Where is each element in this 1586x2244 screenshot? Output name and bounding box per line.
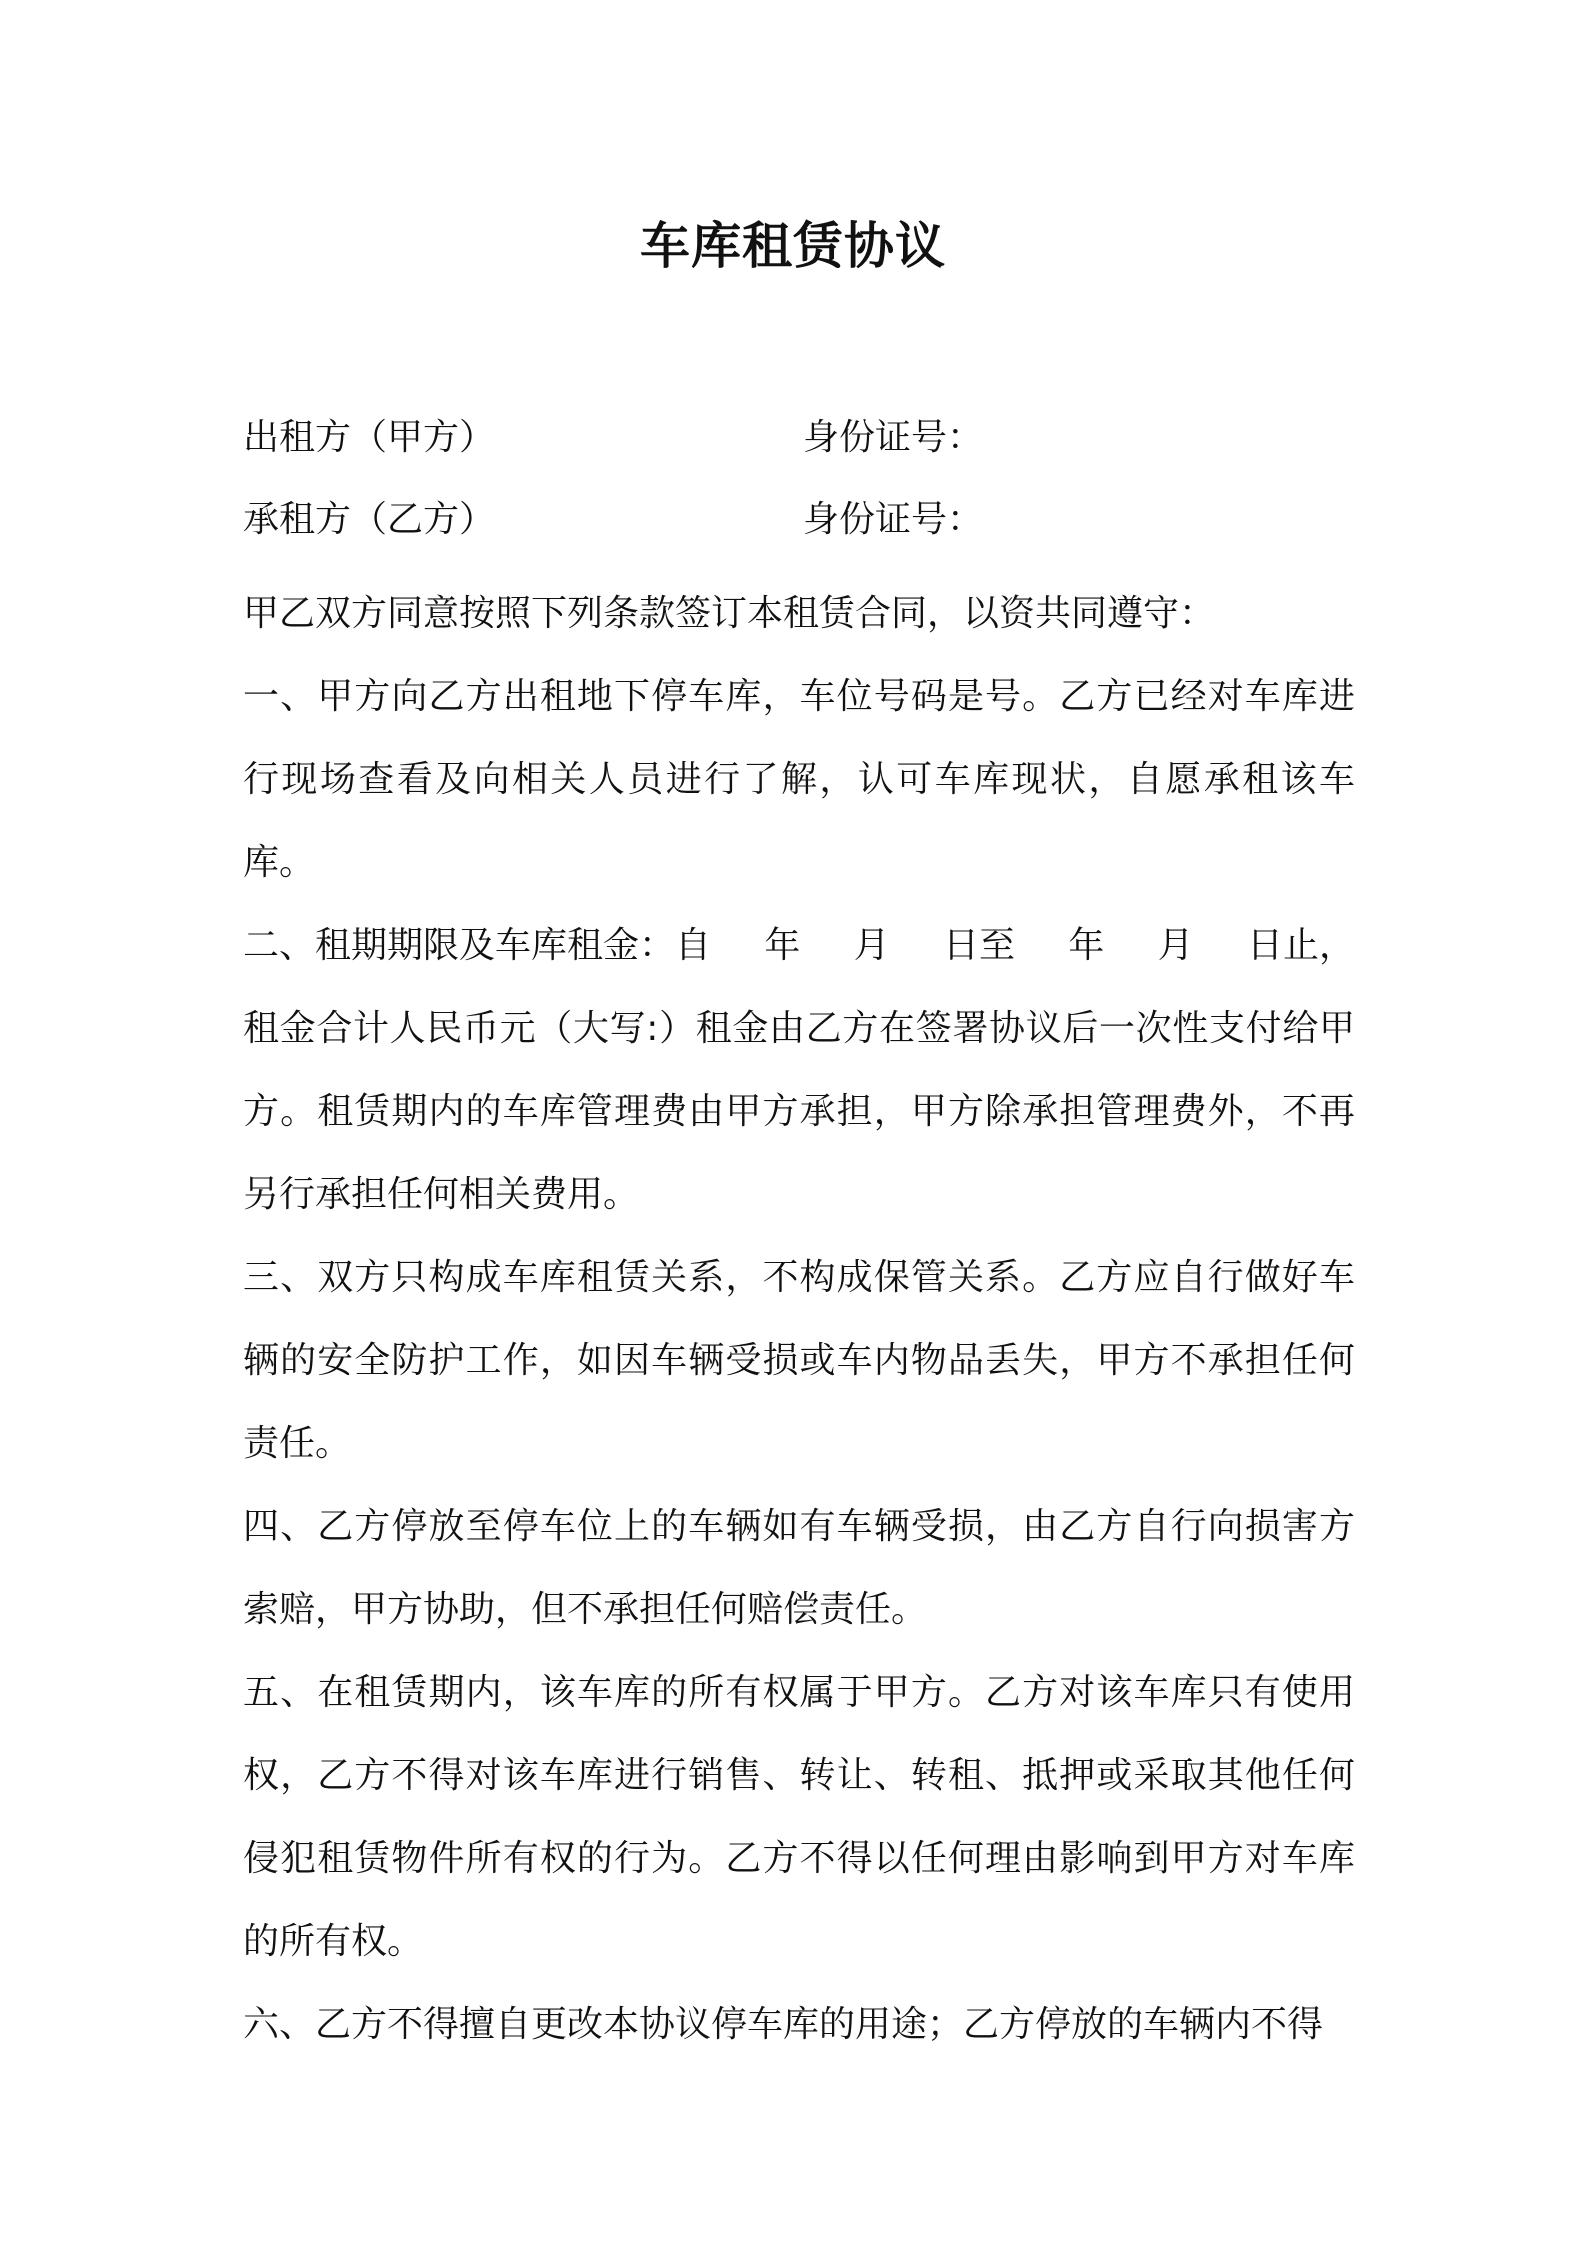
lessee-id-label: 身份证号： — [803, 499, 984, 540]
start-year-label: 年 — [764, 925, 801, 966]
lessee-label: 承租方（乙方） — [243, 499, 496, 540]
lessor-label: 出租方（甲方） — [243, 417, 496, 458]
lessee-row — [243, 490, 1363, 550]
end-year-label: 年 — [1068, 925, 1105, 966]
clause-2-term-line — [243, 904, 1355, 987]
clause-5: 五、在租赁期内，该车库的所有权属于甲方。乙方对该车库只有使用权，乙方不得对该车库进行销售、转让、转租、抵押或采取其他任何侵犯租赁物件所有权的行为。乙方不得以任何理由影响到甲方对车库的所有权。 — [243, 1672, 1355, 1962]
start-day-label: 日至 — [942, 925, 1015, 966]
end-day-label: 日止， — [1246, 925, 1355, 966]
end-month-label: 月 — [1157, 925, 1194, 966]
clause-2-rest: 租金合计人民币元（大写:）租金由乙方在签署协议后一次性支付给甲方。租赁期内的车库管理费由甲方承担，甲方除承担管理费外，不再另行承担任何相关费用。 — [243, 1008, 1355, 1215]
lessor-id-label: 身份证号： — [803, 417, 984, 458]
clause-2-prefix: 二、租期期限及车库租金：自 — [243, 925, 712, 966]
document-title: 车库租赁协议 — [640, 217, 946, 275]
start-month-label: 月 — [853, 925, 890, 966]
agreement-body — [243, 572, 1355, 2066]
lessor-row — [243, 408, 1363, 468]
intro-paragraph: 甲乙双方同意按照下列条款签订本租赁合同，以资共同遵守： — [243, 593, 1216, 634]
clause-6-partial: 六、乙方不得擅自更改本协议停车库的用途；乙方停放的车辆内不得 — [243, 2004, 1324, 2045]
clause-3: 三、双方只构成车库租赁关系，不构成保管关系。乙方应自行做好车辆的安全防护工作，如因车辆受损或车内物品丢失，甲方不承担任何责任。 — [243, 1257, 1355, 1464]
clause-1: 一、甲方向乙方出租地下停车库，车位号码是号。乙方已经对车库进行现场查看及向相关人员进行了解，认可车库现状，自愿承租该车库。 — [243, 676, 1355, 883]
clause-4: 四、乙方停放至停车位上的车辆如有车辆受损，由乙方自行向损害方索赔，甲方协助，但不承担任何赔偿责任。 — [243, 1506, 1355, 1630]
